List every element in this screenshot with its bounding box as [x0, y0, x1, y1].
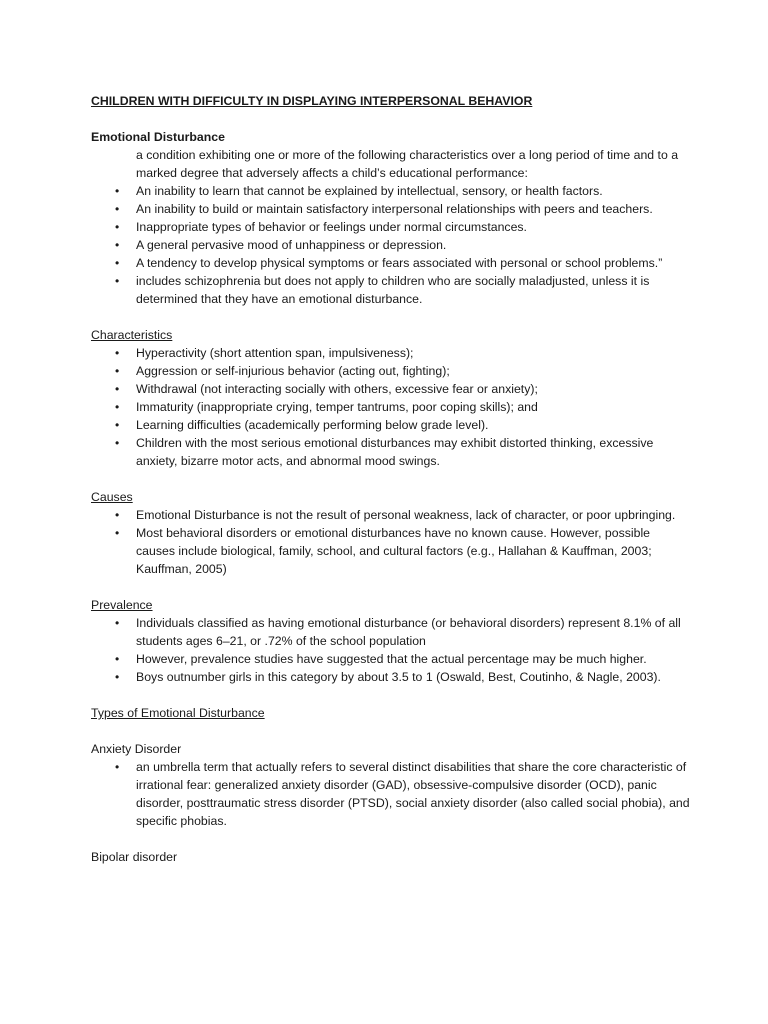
section-heading: Emotional Disturbance — [91, 130, 225, 144]
list-item: • A general pervasive mood of unhappiness or depression. — [115, 238, 447, 252]
list-item: • Boys outnumber girls in this category by about 3.5 to 1 (Oswald, Best, Coutinho, & Nagle, 2003). — [115, 670, 661, 684]
section-prevalence — [91, 596, 691, 686]
types-heading: Types of Emotional Disturbance — [91, 706, 265, 720]
section-characteristics — [91, 326, 691, 470]
list-item: • An inability to build or maintain satisfactory interpersonal relationships with peers and teachers. — [115, 202, 653, 216]
bullet-icon: • — [115, 382, 120, 396]
bullet-icon: • — [115, 256, 120, 270]
section-heading: Bipolar disorder — [91, 850, 178, 864]
section-causes — [91, 488, 691, 578]
bullet-icon: • — [115, 364, 120, 378]
bullet-icon: • — [115, 184, 120, 198]
bullet-icon: • — [115, 238, 120, 252]
list-item: • Learning difficulties (academically performing below grade level). — [115, 418, 489, 432]
list-item: • However, prevalence studies have suggested that the actual percentage may be much higher. — [115, 652, 647, 666]
section-heading: Prevalence — [91, 598, 153, 612]
list-item: • Aggression or self-injurious behavior (acting out, fighting); — [115, 364, 450, 378]
bullet-icon: • — [115, 436, 120, 450]
bullet-icon: • — [115, 526, 120, 540]
bullet-icon: • — [115, 652, 120, 666]
list-item: • Hyperactivity (short attention span, impulsiveness); — [115, 346, 414, 360]
document-body — [91, 92, 691, 884]
section-heading: Causes — [91, 490, 133, 504]
bullet-icon: • — [115, 418, 120, 432]
definition-text: a condition exhibiting one or more of the following characteristics over a long period of time and to a marked degree that adversely affects a child’s educational performance: — [136, 148, 679, 180]
bullet-list — [91, 344, 691, 470]
list-item: • Withdrawal (not interacting socially with others, excessive fear or anxiety); — [115, 382, 538, 396]
bullet-icon: • — [115, 202, 120, 216]
bullet-icon: • — [115, 670, 120, 684]
list-item: • A tendency to develop physical symptoms or fears associated with personal or school problems.” — [115, 256, 663, 270]
list-item: • An inability to learn that cannot be explained by intellectual, sensory, or health factors. — [115, 184, 603, 198]
list-item: • an umbrella term that actually refers to several distinct disabilities that share the core characteristic of irrational fear: generalized anxiety disorder (GAD), obsessive-compulsive disorder (OCD), panic disorder, posttraumatic stress disorder (PTSD), social anxiety disorder (also called social phobia), and specific phobias. — [115, 760, 690, 828]
list-item: • includes schizophrenia but does not apply to children who are socially maladjusted, unless it is determined that they have an emotional disturbance. — [115, 274, 650, 306]
list-item: • Immaturity (inappropriate crying, temper tantrums, poor coping skills); and — [115, 400, 538, 414]
list-item: • Emotional Disturbance is not the result of personal weakness, lack of character, or poor upbringing. — [115, 508, 676, 522]
list-item: • Inappropriate types of behavior or feelings under normal circumstances. — [115, 220, 527, 234]
document-title: CHILDREN WITH DIFFICULTY IN DISPLAYING INTERPERSONAL BEHAVIOR — [91, 94, 533, 108]
section-bipolar-disorder — [91, 848, 691, 866]
bullet-icon: • — [115, 400, 120, 414]
bullet-icon: • — [115, 346, 120, 360]
bullet-list — [91, 182, 691, 308]
section-anxiety-disorder — [91, 740, 691, 830]
bullet-list — [91, 614, 691, 686]
bullet-icon: • — [115, 274, 120, 288]
bullet-icon: • — [115, 220, 120, 234]
section-heading: Anxiety Disorder — [91, 742, 182, 756]
bullet-icon: • — [115, 760, 120, 774]
bullet-list — [91, 506, 691, 578]
list-item: • Most behavioral disorders or emotional disturbances have no known cause. However, possible causes include biological, family, school, and cultural factors (e.g., Hallahan & Kauffman, 2003; Kauffman, 2005) — [115, 526, 652, 576]
bullet-icon: • — [115, 508, 120, 522]
list-item: • Individuals classified as having emotional disturbance (or behavioral disorders) represent 8.1% of all students ages 6–21, or .72% of the school population — [115, 616, 681, 648]
section-emotional-disturbance — [91, 128, 691, 308]
bullet-icon: • — [115, 616, 120, 630]
list-item: • Children with the most serious emotional disturbances may exhibit distorted thinking, excessive anxiety, bizarre motor acts, and abnormal mood swings. — [115, 436, 654, 468]
section-heading: Characteristics — [91, 328, 173, 342]
bullet-list — [91, 758, 691, 830]
